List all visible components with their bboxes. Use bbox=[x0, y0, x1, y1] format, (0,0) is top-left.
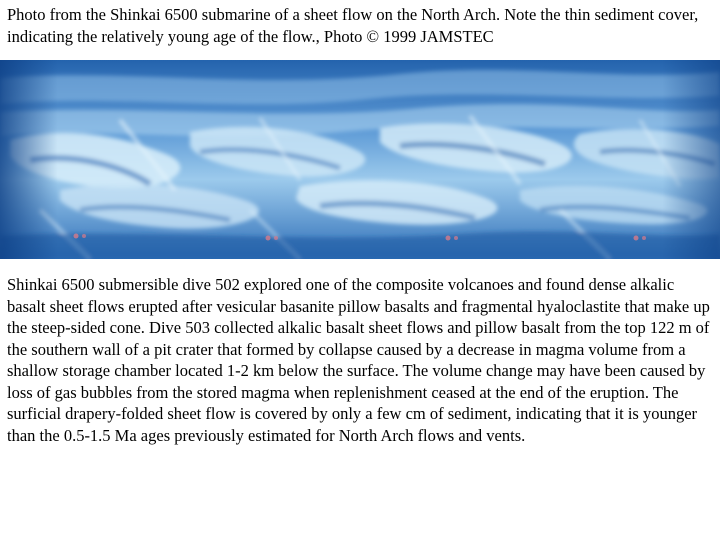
sheet-flow-photo bbox=[0, 60, 720, 259]
photo-caption: Photo from the Shinkai 6500 submarine of a sheet flow on the North Arch. Note the thin sediment cover, indicating the relatively young age of the flow., Photo © 1999 JAMSTEC bbox=[7, 5, 699, 46]
body-paragraph: Shinkai 6500 submersible dive 502 explored one of the composite volcanoes and found dense alkalic basalt sheet flows erupted after vesicular basanite pillow basalts and fragmental hyaloclastite that make up the steep-sided cone. Dive 503 collected alkalic basalt sheet flows and pillow basalt from the top 122 m of the southern wall of a pit crater that formed by collapse caused by a decrease in magma volume from a shallow storage chamber located 1-2 km below the surface. The volume change may have been caused by loss of gas bubbles from the stored magma when replenishment ceased at the end of the eruption. The surficial drapery-folded sheet flow is covered by only a few cm of sediment, indicating that it is younger than the 0.5-1.5 Ma ages previously estimated for North Arch flows and vents. bbox=[7, 275, 710, 445]
